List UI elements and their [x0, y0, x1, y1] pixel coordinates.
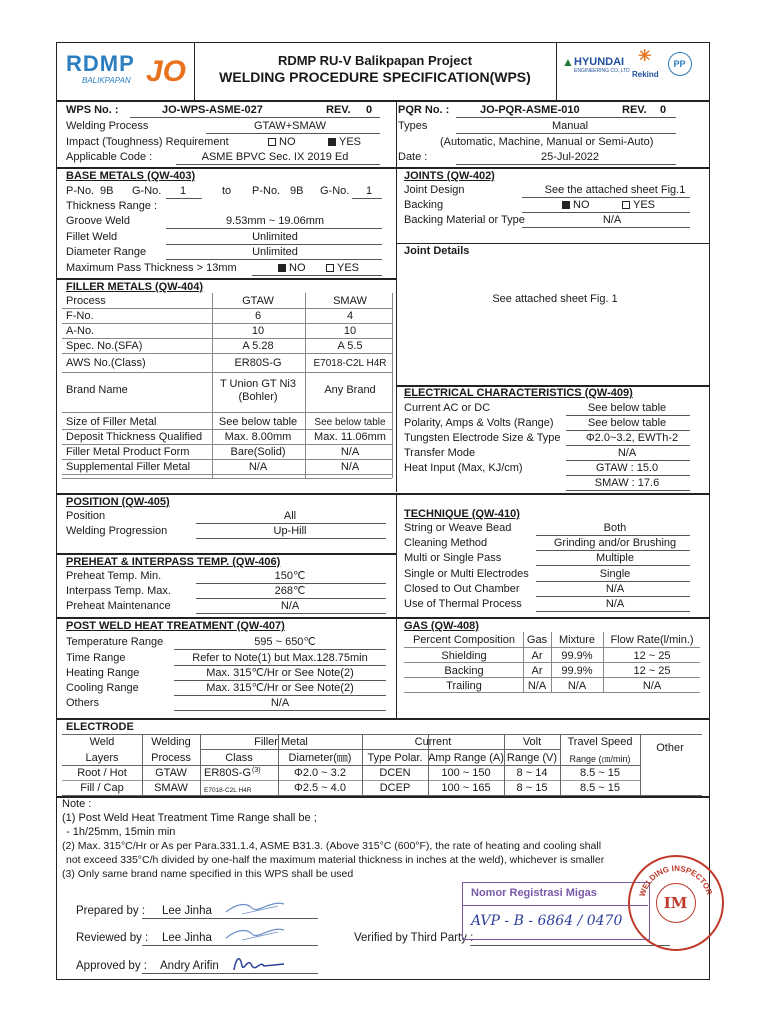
hyundai-logo-icon: ▲	[562, 55, 574, 69]
fillet-weld-value: Unlimited	[252, 231, 298, 243]
backing-material-value: N/A	[602, 214, 622, 226]
preheat-min-label: Preheat Temp. Min.	[66, 570, 162, 582]
pqr-no-value: JO-PQR-ASME-010	[480, 104, 580, 116]
tungsten-value: Φ2.0~3.2, EWTh-2	[585, 432, 679, 444]
electrode-volt: 8 ~ 14	[516, 767, 548, 779]
gas-row-mixture: N/A	[567, 680, 587, 692]
diameter-range-label: Diameter Range	[66, 246, 147, 258]
filler-row-label: Supplemental Filler Metal	[66, 461, 191, 473]
electrode-volt: 8 ~ 15	[516, 782, 548, 794]
others-value: N/A	[270, 697, 290, 709]
impact-no-label: NO	[279, 136, 296, 148]
gas-row-gas: Ar	[531, 650, 543, 662]
transfer-mode-value: N/A	[617, 447, 637, 459]
cooling-range-value: Max. 315℃/Hr or See Note(2)	[206, 682, 354, 694]
polarity-label: Polarity, Amps & Volts (Range)	[404, 417, 554, 429]
rekind-logo-text: Rekind	[632, 70, 659, 79]
technique-row-label: Multi or Single Pass	[404, 552, 502, 565]
header-class: Class	[225, 752, 253, 764]
pp-logo	[668, 52, 692, 76]
gas-row-flow: 12 ~ 25	[633, 665, 671, 677]
polarity-value: See below table	[587, 417, 667, 429]
filler-grid-line	[62, 412, 392, 413]
filler-smaw-value: See below table	[314, 417, 386, 428]
date-value: 25-Jul-2022	[540, 151, 600, 163]
electrode-title: ELECTRODE	[66, 721, 134, 733]
electrode-grid-line	[362, 734, 363, 795]
technique-row-line	[536, 581, 690, 582]
filler-smaw-value: 10	[343, 325, 357, 337]
technique-row-value: N/A	[605, 598, 625, 610]
electrode-grid-line	[278, 734, 279, 795]
filler-row-label: Deposit Thickness Qualified	[66, 431, 203, 443]
gas-row-flow: N/A	[642, 680, 662, 692]
pno-2-value: 9B	[290, 185, 304, 197]
max-pass-no-option	[278, 262, 306, 275]
filler-gtaw-value: See below table	[218, 416, 298, 428]
electrode-grid-line	[640, 734, 641, 795]
inspector-seal	[628, 855, 724, 951]
max-pass-no-checkbox	[278, 264, 286, 272]
electrode-type: DCEN	[379, 767, 411, 779]
gas-header: Mixture	[558, 634, 596, 646]
max-pass-yes-option	[326, 262, 359, 275]
hyundai-logo-sub: ENGINEERING CO.,LTD	[574, 68, 630, 74]
electrode-class: ER80S-G	[204, 767, 252, 779]
progression-value: Up-Hill	[273, 525, 307, 537]
technique-row-value: N/A	[605, 582, 625, 595]
electrode-grid-line	[62, 734, 702, 735]
max-pass-yes-checkbox	[326, 264, 334, 272]
types-note: (Automatic, Machine, Manual or Semi-Auto)	[440, 136, 654, 148]
electrode-travel: 8.5 ~ 15	[579, 782, 621, 794]
gas-header: Percent Composition	[412, 634, 516, 646]
technique-row-line	[536, 565, 690, 566]
filler-gtaw-value: 6	[254, 310, 262, 322]
electrode-grid-line	[428, 734, 429, 795]
technique-row-value: Single	[599, 567, 631, 580]
note-1b: - 1h/25mm, 15min min	[66, 826, 176, 838]
hyundai-logo-text: HYUNDAI	[574, 56, 625, 68]
time-range-label: Time Range	[66, 652, 126, 664]
preheat-maintenance-value: N/A	[280, 600, 300, 612]
backing-yes-checkbox	[622, 201, 630, 209]
approved-signature	[230, 950, 290, 976]
filler-row-label: F-No.	[66, 310, 94, 322]
electrode-diameter: Φ2.5 ~ 4.0	[294, 782, 346, 794]
heat-input-smaw: SMAW : 17.6	[594, 477, 660, 489]
technique-title: TECHNIQUE (QW-410)	[404, 508, 520, 520]
electrode-grid-line	[200, 734, 201, 795]
electrode-layers: Root / Hot	[77, 767, 127, 779]
technique-row-value: Both	[603, 522, 627, 534]
gas-title: GAS (QW-408)	[404, 620, 479, 632]
joint-details-label: Joint Details	[404, 245, 470, 257]
header-travel: Travel Speed	[567, 736, 633, 748]
electrode-amp: 100 ~ 165	[441, 782, 491, 794]
reviewed-by-label: Reviewed by :	[76, 932, 149, 944]
gno-2-value: 1	[366, 185, 373, 197]
filler-gtaw-value: Bare(Solid)	[230, 446, 286, 458]
impact-yes-checkbox	[328, 138, 336, 146]
stamp-number: AVP - B - 6864 / 0470	[471, 913, 623, 929]
filler-gtaw-value: ER80S-G	[234, 357, 282, 369]
rdmp-logo-jo: JO	[146, 55, 187, 88]
seal-inner	[656, 883, 696, 923]
filler-smaw-value: A 5.5	[337, 340, 363, 352]
notes-title: Note :	[62, 798, 92, 810]
backing-label: Backing	[404, 199, 444, 211]
filler-grid-line	[212, 293, 213, 478]
backing-material-label: Backing Material or Type	[404, 214, 525, 226]
technique-row-label: Closed to Out Chamber	[404, 582, 520, 595]
note-3: (3) Only same brand name specified in this WPS shall be used	[62, 868, 354, 880]
filler-gtaw-value: N/A	[248, 461, 268, 473]
backing-yes-label: YES	[633, 199, 656, 211]
electrode-grid-line	[560, 734, 561, 795]
electrode-grid-line	[200, 749, 560, 750]
technique-row-line	[536, 550, 690, 551]
stamp-title: Nomor Registrasi Migas	[471, 887, 597, 899]
document-title: WELDING PROCEDURE SPECIFICATION(WPS)	[219, 69, 531, 85]
gas-grid-line	[603, 632, 604, 692]
reviewed-by-name: Lee Jinha	[162, 932, 212, 944]
max-pass-label: Maximum Pass Thickness > 13mm	[66, 262, 237, 274]
others-label: Others	[66, 697, 100, 709]
gas-grid-line	[523, 632, 524, 692]
filler-grid-line	[62, 323, 392, 324]
filler-row-label: A-No.	[66, 325, 95, 337]
filler-grid-line	[62, 338, 392, 339]
rekind-logo	[632, 50, 662, 84]
filler-smaw-value: Max. 11.06mm	[314, 431, 386, 443]
gno-2-label: G-No.	[320, 185, 350, 197]
filler-grid-line	[62, 459, 392, 460]
rdmp-logo-sub: BALIKPAPAN	[82, 76, 131, 85]
header-layers: Layers	[85, 752, 119, 764]
reviewed-signature	[222, 920, 292, 946]
heat-input-gtaw: GTAW : 15.0	[595, 462, 659, 474]
filler-row-label: Brand Name	[66, 384, 128, 396]
heating-range-value: Max. 315℃/Hr or See Note(2)	[206, 667, 354, 679]
electrode-class: E7018-C2L H4R	[204, 787, 252, 794]
gas-row-label: Trailing	[446, 680, 482, 692]
fillet-weld-label: Fillet Weld	[66, 231, 118, 243]
filler-gtaw-value: T Union GT Ni3	[219, 378, 296, 390]
prepared-by-label: Prepared by :	[76, 905, 146, 917]
electrode-amp: 100 ~ 150	[441, 767, 491, 779]
electrode-process: GTAW	[155, 767, 187, 779]
wps-rev-label: REV.	[326, 104, 351, 116]
current-value: See below table	[587, 402, 667, 414]
filler-smaw-value: 4	[346, 310, 354, 322]
header-type: Type Polar.	[367, 752, 423, 764]
header-weld: Weld	[89, 736, 115, 748]
approved-by-label: Approved by :	[76, 960, 147, 972]
prepared-by-name: Lee Jinha	[162, 905, 212, 917]
temp-range-label: Temperature Range	[66, 636, 164, 648]
approved-by-name: Andry Arifin	[160, 960, 219, 972]
filler-grid-line	[305, 293, 306, 478]
electrode-class-sup: (3)	[252, 767, 261, 774]
joints-title: JOINTS (QW-402)	[404, 170, 495, 182]
gas-row-gas: N/A	[527, 680, 547, 692]
header-other: Other	[656, 742, 684, 754]
gas-grid-line	[404, 677, 700, 678]
preheat-maintenance-label: Preheat Maintenance	[66, 600, 171, 612]
backing-no-label: NO	[573, 199, 590, 211]
transfer-mode-label: Transfer Mode	[404, 447, 476, 459]
gas-row-mixture: 99.9%	[561, 650, 593, 662]
technique-row-label: Cleaning Method	[404, 537, 488, 550]
header-process: Process	[151, 752, 191, 764]
filler-row-label: AWS No.(Class)	[66, 357, 146, 369]
seal-text: WELDING INSPECTOR	[637, 863, 714, 898]
gas-header: Flow Rate(l/min.)	[610, 634, 694, 646]
welding-process-label: Welding Process	[66, 120, 149, 132]
pno-1-value: 9B	[100, 185, 114, 197]
heat-input-label: Heat Input (Max, KJ/cm)	[404, 462, 523, 474]
filler-row-label: Process	[66, 295, 106, 307]
heating-range-label: Heating Range	[66, 667, 140, 679]
filler-row-label: Size of Filler Metal	[66, 416, 157, 428]
gas-grid-line	[551, 632, 552, 692]
filler-gtaw-value: A 5.28	[242, 340, 274, 352]
max-pass-yes-label: YES	[337, 262, 360, 274]
date-label: Date :	[398, 151, 428, 163]
wps-no-label: WPS No. :	[66, 104, 119, 116]
note-1: (1) Post Weld Heat Treatment Time Range shall be ;	[62, 812, 317, 824]
impact-yes-option	[328, 136, 361, 149]
filler-gtaw-value: GTAW	[242, 295, 274, 307]
tungsten-label: Tungsten Electrode Size & Type	[404, 432, 561, 444]
electrode-type: DCEP	[379, 782, 411, 794]
progression-label: Welding Progression	[66, 525, 168, 537]
electrode-process: SMAW	[154, 782, 188, 794]
joint-design-label: Joint Design	[404, 184, 465, 196]
technique-row-label: Use of Thermal Process	[404, 598, 522, 610]
cooling-range-label: Cooling Range	[66, 682, 139, 694]
gas-row-label: Shielding	[441, 650, 487, 662]
hyundai-logo	[562, 56, 632, 78]
gas-header: Gas	[526, 634, 548, 646]
backing-no-checkbox	[562, 201, 570, 209]
to-label: to	[222, 185, 232, 197]
header-diameter: Diameter(㎜)	[288, 752, 352, 764]
header-volt-range: Range (V)	[506, 752, 558, 764]
base-metals-title: BASE METALS (QW-403)	[66, 170, 196, 182]
technique-row-value: Multiple	[596, 552, 634, 565]
filler-grid-line	[62, 308, 392, 309]
groove-weld-label: Groove Weld	[66, 215, 130, 227]
preheat-title: PREHEAT & INTERPASS TEMP. (QW-406)	[66, 556, 281, 568]
filler-grid-line	[392, 293, 393, 478]
electrode-grid-line	[142, 734, 143, 795]
header-current: Current	[414, 736, 452, 748]
technique-row-line	[536, 596, 690, 597]
types-value: Manual	[551, 120, 589, 132]
header-volt: Volt	[522, 736, 542, 748]
electrode-grid-line	[504, 734, 505, 795]
technique-row-line	[536, 535, 690, 536]
pno-1-label: P-No.	[66, 185, 95, 197]
impact-no-checkbox	[268, 138, 276, 146]
filler-grid-line	[62, 353, 392, 354]
rdmp-logo	[66, 51, 187, 94]
position-label: Position	[66, 510, 106, 522]
filler-smaw-value: N/A	[340, 461, 360, 473]
applicable-code-value: ASME BPVC Sec. IX 2019 Ed	[201, 151, 349, 163]
filler-gtaw-value: 10	[251, 325, 265, 337]
gas-grid-line	[404, 692, 700, 693]
note-2: (2) Max. 315°C/Hr or As per Para.331.1.4, ASME B31.3. (Above 315°C (600°F), the rate of heating and cooling shall	[62, 840, 602, 852]
gas-row-gas: Ar	[531, 665, 543, 677]
welding-process-value: GTAW+SMAW	[253, 120, 326, 132]
joint-design-value: See the attached sheet Fig.1	[544, 184, 686, 196]
header-amp: Amp Range (A)	[428, 752, 504, 764]
pno-2-label: P-No.	[252, 185, 281, 197]
filler-smaw-value: Any Brand	[324, 384, 376, 396]
technique-row-value: Grinding and/or Brushing	[553, 537, 677, 550]
filler-smaw-value: E7018-C2L H4R	[313, 358, 387, 369]
filler-smaw-value: N/A	[340, 446, 360, 458]
thickness-range-label: Thickness Range :	[66, 200, 158, 212]
time-range-value: Refer to Note(1) but Max.128.75min	[192, 652, 368, 664]
filler-smaw-value: SMAW	[333, 295, 367, 307]
gas-row-flow: 12 ~ 25	[633, 650, 671, 662]
rekind-logo-icon: ✳	[638, 48, 652, 65]
note-2b: not exceed 335°C/h divided by one-half the maximum material thickness in inches at the weld), whichever is smaller	[66, 854, 605, 866]
seal-center-text: IM	[663, 894, 688, 912]
gas-grid-line	[404, 662, 700, 663]
applicable-code-label: Applicable Code :	[66, 151, 153, 163]
rdmp-logo-text: RDMP	[66, 51, 135, 76]
interpass-max-label: Interpass Temp. Max.	[66, 585, 171, 597]
impact-label: Impact (Toughness) Requirement	[66, 136, 229, 148]
temp-range-value: 595 ~ 650℃	[254, 636, 316, 648]
electrode-grid-line	[62, 765, 640, 766]
technique-row-label: String or Weave Bead	[404, 522, 512, 534]
backing-yes-option	[622, 199, 655, 212]
interpass-max-value: 268℃	[274, 585, 306, 597]
pqr-rev-label: REV.	[622, 104, 647, 116]
header-filler: Filler Metal	[254, 736, 308, 748]
project-title: RDMP RU-V Balikpapan Project	[277, 53, 473, 68]
filler-grid-line	[62, 474, 392, 475]
gas-row-label: Backing	[444, 665, 484, 677]
pwht-title: POST WELD HEAT TREATMENT (QW-407)	[66, 620, 285, 632]
filler-grid-line	[62, 372, 392, 373]
electrode-layers: Fill / Cap	[80, 782, 124, 794]
electrode-grid-line	[62, 780, 640, 781]
backing-no-option	[562, 199, 590, 212]
pqr-rev-value: 0	[660, 104, 667, 116]
types-label: Types	[398, 120, 428, 132]
position-title: POSITION (QW-405)	[66, 496, 170, 508]
filler-metals-title: FILLER METALS (QW-404)	[66, 281, 204, 293]
filler-grid-line	[62, 429, 392, 430]
gno-1-value: 1	[180, 185, 187, 197]
filler-grid-line	[62, 444, 392, 445]
electrode-travel: 8.5 ~ 15	[579, 767, 621, 779]
technique-row-label: Single or Multi Electrodes	[404, 567, 529, 580]
prepared-signature	[222, 894, 292, 920]
filler-gtaw-value: Max. 8.00mm	[224, 431, 292, 443]
electrical-title: ELECTRICAL CHARACTERISTICS (QW-409)	[404, 387, 633, 399]
pp-logo-text: PP	[673, 59, 686, 69]
joint-details-value: See attached sheet Fig. 1	[492, 293, 618, 305]
header-travel-range: Range (㎝/min)	[569, 754, 631, 764]
verified-by-label: Verified by Third Party :	[354, 932, 474, 944]
current-label: Current AC or DC	[404, 402, 491, 414]
groove-weld-value: 9.53mm ~ 19.06mm	[225, 215, 325, 227]
filler-row-label: Filler Metal Product Form	[66, 446, 190, 458]
diameter-range-value: Unlimited	[252, 246, 298, 258]
gas-grid-line	[404, 647, 700, 648]
filler-grid-line	[62, 478, 392, 479]
gas-row-mixture: 99.9%	[561, 665, 593, 677]
max-pass-no-label: NO	[289, 262, 306, 274]
wps-rev-value: 0	[366, 104, 373, 116]
filler-gtaw-value-2: (Bohler)	[238, 391, 278, 403]
position-value: All	[283, 510, 297, 522]
impact-no-option	[268, 136, 296, 149]
header-welding: Welding	[151, 736, 191, 748]
gno-1-label: G-No.	[132, 185, 162, 197]
preheat-min-value: 150℃	[274, 570, 306, 582]
registration-stamp	[462, 882, 650, 940]
technique-row-line	[536, 611, 690, 612]
wps-no-value: JO-WPS-ASME-027	[162, 104, 263, 116]
impact-yes-label: YES	[339, 136, 362, 148]
electrode-diameter: Φ2.0 ~ 3.2	[294, 767, 346, 779]
pqr-no-label: PQR No. :	[398, 104, 450, 116]
filler-row-label: Spec. No.(SFA)	[66, 340, 143, 352]
